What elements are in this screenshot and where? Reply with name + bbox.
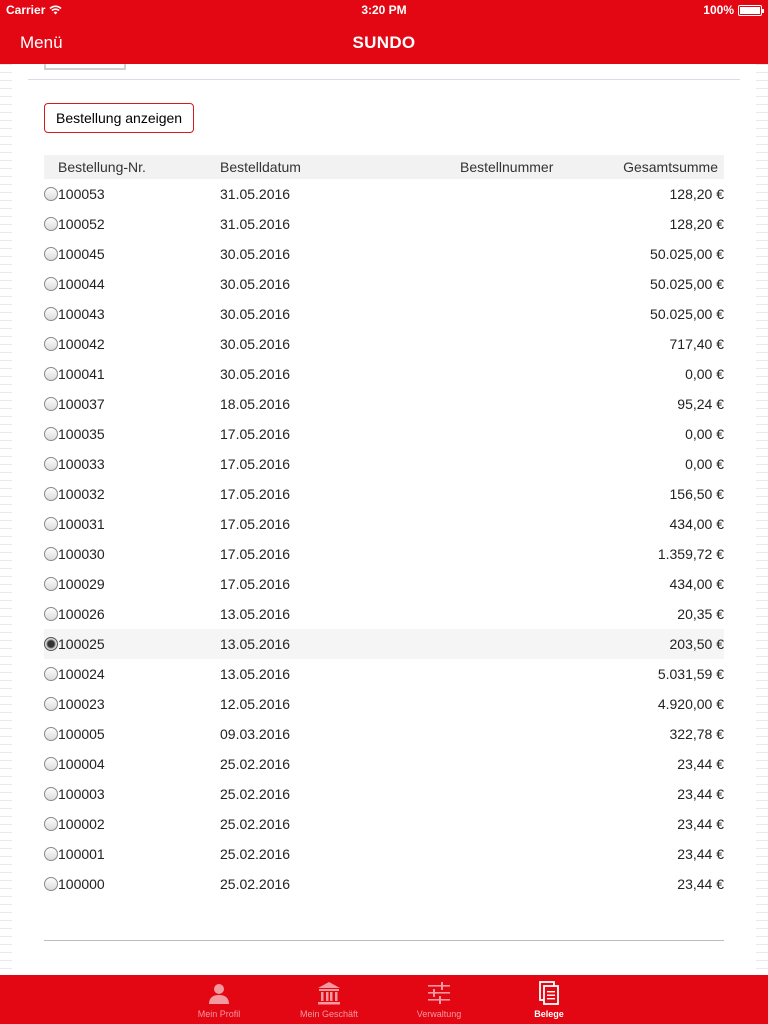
sliders-icon (426, 980, 452, 1006)
table-row[interactable] (44, 599, 724, 629)
row-select-radio[interactable] (44, 727, 58, 741)
order-date: 17.05.2016 (220, 516, 291, 532)
order-total: 23,44 € (677, 816, 724, 832)
order-total: 4.920,00 € (657, 696, 724, 712)
order-total: 717,40 € (669, 336, 724, 352)
order-nr: 100029 (58, 576, 105, 592)
order-nr: 100002 (58, 816, 105, 832)
order-total: 23,44 € (677, 846, 724, 862)
order-nr-cell (44, 846, 220, 862)
row-select-radio[interactable] (44, 667, 58, 681)
order-total: 203,50 € (669, 636, 724, 652)
order-date: 25.02.2016 (220, 756, 291, 772)
order-date: 25.02.2016 (220, 786, 291, 802)
order-date: 30.05.2016 (220, 246, 291, 262)
order-date: 30.05.2016 (220, 306, 291, 322)
order-nr-cell (44, 786, 220, 802)
navigation-bar (0, 20, 768, 64)
table-row[interactable] (44, 659, 724, 689)
order-nr-cell (44, 726, 220, 742)
table-row[interactable] (44, 629, 724, 659)
order-nr-cell (44, 636, 220, 652)
order-date: 30.05.2016 (220, 366, 291, 382)
order-date: 18.05.2016 (220, 396, 291, 412)
order-date: 13.05.2016 (220, 636, 291, 652)
order-total: 95,24 € (677, 396, 724, 412)
tab-verwaltung[interactable] (384, 975, 494, 1024)
table-row[interactable] (44, 779, 724, 809)
orders-table (44, 155, 724, 899)
order-nr: 100005 (58, 726, 105, 742)
row-select-radio[interactable] (44, 517, 58, 531)
order-nr: 100032 (58, 486, 105, 502)
order-nr-cell (44, 306, 220, 322)
order-total: 322,78 € (669, 726, 724, 742)
table-row[interactable] (44, 479, 724, 509)
order-nr: 100052 (58, 216, 105, 232)
row-select-radio[interactable] (44, 337, 58, 351)
order-nr: 100031 (58, 516, 105, 532)
order-total: 23,44 € (677, 756, 724, 772)
profile-icon (206, 980, 232, 1006)
row-select-radio[interactable] (44, 187, 58, 201)
table-row[interactable] (44, 449, 724, 479)
order-nr: 100035 (58, 426, 105, 442)
table-row[interactable] (44, 329, 724, 359)
order-nr: 100003 (58, 786, 105, 802)
order-nr-cell (44, 246, 220, 262)
table-row[interactable] (44, 749, 724, 779)
battery-icon (738, 5, 762, 16)
row-select-radio[interactable] (44, 487, 58, 501)
order-nr: 100023 (58, 696, 105, 712)
orders-content[interactable] (0, 64, 768, 975)
order-nr-cell (44, 606, 220, 622)
table-row[interactable] (44, 509, 724, 539)
header-order-number: Bestellnummer (460, 159, 554, 175)
order-date: 25.02.2016 (220, 816, 291, 832)
header-total: Gesamtsumme (623, 159, 718, 175)
order-nr: 100044 (58, 276, 105, 292)
scrolled-element-edge (44, 64, 126, 70)
row-select-radio[interactable] (44, 847, 58, 861)
order-date: 30.05.2016 (220, 336, 291, 352)
bank-icon (316, 980, 342, 1006)
order-total: 20,35 € (677, 606, 724, 622)
order-total: 50.025,00 € (650, 306, 724, 322)
order-total: 156,50 € (669, 486, 724, 502)
order-total: 0,00 € (685, 426, 724, 442)
order-nr-cell (44, 366, 220, 382)
row-select-radio[interactable] (44, 217, 58, 231)
order-nr: 100041 (58, 366, 105, 382)
row-select-radio[interactable] (44, 577, 58, 591)
order-nr-cell (44, 816, 220, 832)
row-select-radio[interactable] (44, 247, 58, 261)
order-total: 50.025,00 € (650, 246, 724, 262)
row-select-radio[interactable] (44, 637, 58, 651)
table-row[interactable] (44, 539, 724, 569)
order-date: 12.05.2016 (220, 696, 291, 712)
order-total: 50.025,00 € (650, 276, 724, 292)
row-select-radio[interactable] (44, 877, 58, 891)
order-total: 434,00 € (669, 576, 724, 592)
tab-label: Mein Profil (197, 1009, 241, 1019)
table-row[interactable] (44, 359, 724, 389)
order-nr-cell (44, 756, 220, 772)
order-nr-cell (44, 216, 220, 232)
tab-mein-profil[interactable] (164, 975, 274, 1024)
tab-label: Mein Geschäft (299, 1009, 359, 1019)
table-bottom-divider (44, 940, 724, 941)
row-select-radio[interactable] (44, 307, 58, 321)
order-date: 30.05.2016 (220, 276, 291, 292)
order-date: 17.05.2016 (220, 576, 291, 592)
order-nr-cell (44, 516, 220, 532)
clock: 3:20 PM (361, 3, 407, 17)
order-total: 128,20 € (669, 186, 724, 202)
order-nr: 100053 (58, 186, 105, 202)
order-date: 17.05.2016 (220, 546, 291, 562)
order-date: 13.05.2016 (220, 606, 291, 622)
table-row[interactable] (44, 689, 724, 719)
order-nr-cell (44, 666, 220, 682)
header-order-date: Bestelldatum (220, 159, 301, 175)
order-nr-cell (44, 276, 220, 292)
carrier-label: Carrier (6, 3, 46, 17)
order-nr-cell (44, 396, 220, 412)
order-nr: 100033 (58, 456, 105, 472)
order-nr: 100000 (58, 876, 105, 892)
order-nr-cell (44, 486, 220, 502)
row-select-radio[interactable] (44, 277, 58, 291)
show-order-button[interactable]: Bestellung anzeigen (44, 103, 194, 133)
tab-belege[interactable] (494, 975, 604, 1024)
table-row[interactable] (44, 239, 724, 269)
order-nr: 100001 (58, 846, 105, 862)
order-date: 17.05.2016 (220, 426, 291, 442)
order-date: 31.05.2016 (220, 216, 291, 232)
order-total: 23,44 € (677, 786, 724, 802)
tab-mein-geschaeft[interactable] (274, 975, 384, 1024)
menu-button[interactable]: Menü (20, 33, 63, 52)
row-select-radio[interactable] (44, 607, 58, 621)
documents-icon (536, 980, 562, 1006)
order-total: 434,00 € (669, 516, 724, 532)
order-nr-cell (44, 696, 220, 712)
table-row[interactable] (44, 389, 724, 419)
row-select-radio[interactable] (44, 697, 58, 711)
table-row[interactable] (44, 569, 724, 599)
table-header (44, 155, 724, 179)
row-select-radio[interactable] (44, 427, 58, 441)
order-date: 25.02.2016 (220, 876, 291, 892)
order-nr-cell (44, 576, 220, 592)
row-select-radio[interactable] (44, 457, 58, 471)
table-row[interactable] (44, 869, 724, 899)
table-row[interactable] (44, 269, 724, 299)
order-nr-cell (44, 456, 220, 472)
order-nr: 100026 (58, 606, 105, 622)
order-date: 17.05.2016 (220, 456, 291, 472)
status-bar (0, 0, 768, 20)
order-nr: 100043 (58, 306, 105, 322)
row-select-radio[interactable] (44, 817, 58, 831)
order-total: 128,20 € (669, 216, 724, 232)
order-nr-cell (44, 876, 220, 892)
order-total: 1.359,72 € (657, 546, 724, 562)
row-select-radio[interactable] (44, 397, 58, 411)
order-nr: 100024 (58, 666, 105, 682)
order-nr: 100045 (58, 246, 105, 262)
order-date: 17.05.2016 (220, 486, 291, 502)
table-row[interactable] (44, 419, 724, 449)
order-nr-cell (44, 426, 220, 442)
order-total: 0,00 € (685, 456, 724, 472)
order-nr: 100004 (58, 756, 105, 772)
header-order-nr: Bestellung-Nr. (58, 159, 146, 175)
order-nr: 100025 (58, 636, 105, 652)
order-nr: 100037 (58, 396, 105, 412)
order-total: 0,00 € (685, 366, 724, 382)
order-date: 31.05.2016 (220, 186, 291, 202)
order-nr: 100042 (58, 336, 105, 352)
order-date: 09.03.2016 (220, 726, 291, 742)
order-nr: 100030 (58, 546, 105, 562)
tab-bar (0, 975, 768, 1024)
order-nr-cell (44, 336, 220, 352)
battery-percent: 100% (703, 3, 734, 17)
row-select-radio[interactable] (44, 787, 58, 801)
table-row[interactable] (44, 209, 724, 239)
table-row[interactable] (44, 719, 724, 749)
table-body (44, 179, 724, 899)
row-select-radio[interactable] (44, 367, 58, 381)
table-row[interactable] (44, 299, 724, 329)
tab-label: Verwaltung (416, 1009, 462, 1019)
section-divider (28, 79, 740, 80)
table-row[interactable] (44, 179, 724, 209)
order-date: 13.05.2016 (220, 666, 291, 682)
table-row[interactable] (44, 809, 724, 839)
order-nr-cell (44, 186, 220, 202)
order-total: 5.031,59 € (657, 666, 724, 682)
order-nr-cell (44, 546, 220, 562)
table-row[interactable] (44, 839, 724, 869)
app-title: SUNDO (352, 33, 416, 52)
order-total: 23,44 € (677, 876, 724, 892)
battery-info (703, 3, 762, 17)
tab-label: Belege (534, 1009, 564, 1019)
order-date: 25.02.2016 (220, 846, 291, 862)
row-select-radio[interactable] (44, 757, 58, 771)
row-select-radio[interactable] (44, 547, 58, 561)
